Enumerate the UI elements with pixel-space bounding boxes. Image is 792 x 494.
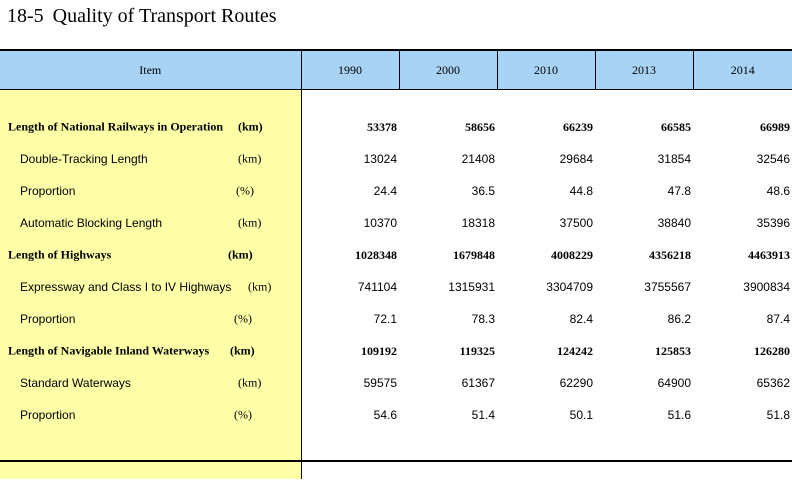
row-item-cell	[0, 303, 301, 335]
row-unit: (km)	[228, 247, 253, 262]
row-label: Expressway and Class I to IV Highways	[20, 280, 232, 294]
row-value-2013: 125853	[655, 343, 691, 358]
table-row	[0, 367, 792, 399]
row-value-2014: 65362	[756, 376, 790, 390]
header-year: 2000	[399, 51, 497, 90]
row-label: Proportion	[20, 184, 76, 198]
row-value-2013: 3755567	[644, 280, 691, 294]
table-row	[0, 111, 792, 143]
spacer-row	[0, 90, 792, 112]
row-value-1990: 1028348	[355, 247, 397, 262]
bottom-rule	[0, 460, 792, 462]
row-item-cell	[0, 399, 301, 431]
row-value-2013: 51.6	[667, 408, 691, 422]
row-value-2010: 124242	[557, 343, 593, 358]
row-item-cell	[0, 111, 301, 143]
table-row	[0, 239, 792, 271]
row-value-2000: 119325	[459, 343, 495, 358]
header-year: 1990	[301, 51, 399, 90]
row-value-2000: 51.4	[471, 408, 495, 422]
row-value-2013: 66585	[661, 119, 691, 134]
row-item-cell	[0, 335, 301, 367]
row-value-2013: 86.2	[667, 312, 691, 326]
row-value-2000: 61367	[461, 376, 495, 390]
table-row	[0, 207, 792, 239]
table-number: 18-5	[7, 5, 44, 27]
row-value-2013: 47.8	[667, 184, 691, 198]
row-value-2010: 44.8	[569, 184, 593, 198]
row-item-cell	[0, 271, 301, 303]
row-value-1990: 13024	[363, 152, 397, 166]
row-value-1990: 24.4	[373, 184, 397, 198]
row-value-2014: 35396	[756, 216, 790, 230]
row-label: Proportion	[20, 408, 76, 422]
row-value-2014: 4463913	[748, 247, 790, 262]
header-row	[0, 51, 792, 90]
row-label: Automatic Blocking Length	[20, 216, 163, 230]
row-value-2000: 21408	[461, 152, 495, 166]
row-unit: (km)	[230, 343, 255, 358]
row-unit: (km)	[238, 375, 262, 390]
row-unit: (km)	[238, 215, 262, 230]
transport-routes-table	[0, 51, 792, 479]
row-unit: (%)	[234, 311, 252, 326]
table-row	[0, 335, 792, 367]
row-value-2000: 18318	[461, 216, 495, 230]
row-label: Length of Highways	[8, 247, 112, 262]
row-value-2010: 29684	[559, 152, 593, 166]
row-value-2010: 50.1	[569, 408, 593, 422]
row-value-2010: 66239	[563, 119, 593, 134]
row-value-1990: 741104	[357, 280, 397, 294]
row-unit: (km)	[238, 119, 263, 134]
row-label: Length of Navigable Inland Waterways	[8, 343, 210, 358]
row-value-2014: 66989	[760, 119, 790, 134]
row-value-1990: 72.1	[373, 312, 397, 326]
row-value-2014: 3900834	[743, 280, 790, 294]
row-value-2010: 62290	[559, 376, 593, 390]
row-item-cell	[0, 367, 301, 399]
row-value-2010: 37500	[559, 216, 593, 230]
header-item: Item	[0, 51, 301, 90]
row-value-2013: 64900	[657, 376, 691, 390]
header-year: 2013	[595, 51, 693, 90]
row-label: Double-Tracking Length	[20, 152, 148, 166]
row-value-1990: 59575	[363, 376, 397, 390]
row-value-2010: 4008229	[551, 247, 593, 262]
row-item-cell	[0, 207, 301, 239]
row-value-2010: 3304709	[546, 280, 593, 294]
row-value-2013: 38840	[657, 216, 691, 230]
row-value-2013: 4356218	[649, 247, 691, 262]
row-value-2000: 78.3	[471, 312, 495, 326]
row-label: Standard Waterways	[20, 376, 131, 390]
row-value-2000: 1315931	[448, 280, 495, 294]
row-label: Length of National Railways in Operation	[8, 119, 224, 134]
row-value-2014: 48.6	[766, 184, 790, 198]
row-value-2013: 31854	[657, 152, 691, 166]
row-value-2014: 51.8	[766, 408, 790, 422]
table-row	[0, 399, 792, 431]
table-row	[0, 271, 792, 303]
row-unit: (km)	[248, 279, 272, 294]
row-unit: (%)	[236, 183, 254, 198]
table-title: Quality of Transport Routes	[52, 5, 277, 27]
row-item-cell	[0, 239, 301, 271]
table-row	[0, 175, 792, 207]
spacer-row	[0, 431, 792, 479]
row-value-2000: 36.5	[471, 184, 495, 198]
table-row	[0, 303, 792, 335]
row-label: Proportion	[20, 312, 76, 326]
table-row	[0, 143, 792, 175]
header-year: 2014	[693, 51, 792, 90]
row-value-2014: 126280	[754, 343, 790, 358]
row-value-2010: 82.4	[569, 312, 593, 326]
row-value-2014: 32546	[756, 152, 790, 166]
row-value-1990: 109192	[361, 343, 397, 358]
row-value-1990: 54.6	[373, 408, 397, 422]
row-value-2000: 58656	[465, 119, 495, 134]
row-item-cell	[0, 143, 301, 175]
row-value-2014: 87.4	[766, 312, 790, 326]
row-item-cell	[0, 175, 301, 207]
row-unit: (km)	[238, 151, 262, 166]
row-value-1990: 53378	[367, 119, 397, 134]
row-value-1990: 10370	[363, 216, 397, 230]
page-title	[7, 5, 277, 28]
header-year: 2010	[497, 51, 595, 90]
row-unit: (%)	[234, 407, 252, 422]
row-value-2000: 1679848	[453, 247, 495, 262]
